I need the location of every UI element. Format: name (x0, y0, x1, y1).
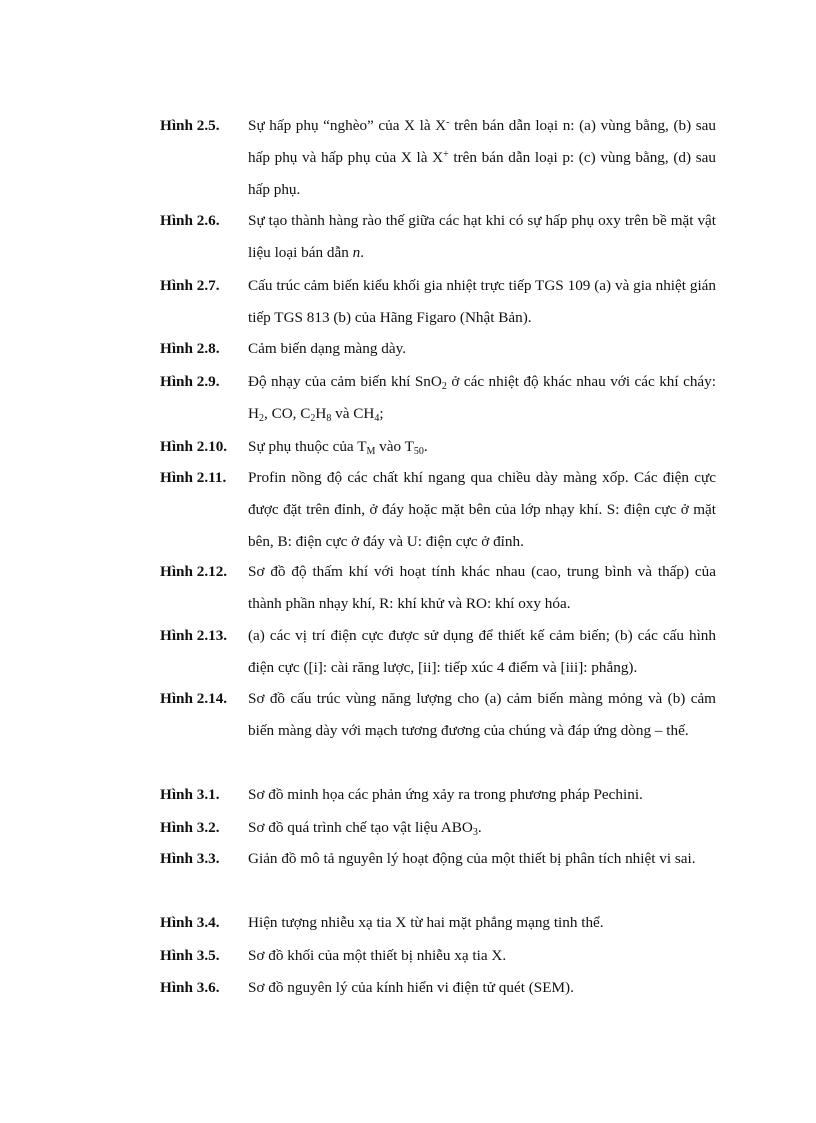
subscript: 2 (310, 413, 316, 424)
figure-entry-3-2 (160, 812, 716, 844)
figure-entry-2-11 (160, 462, 716, 558)
caption-text: vào T (375, 438, 414, 455)
subscript: M (366, 446, 376, 457)
figure-caption (248, 462, 716, 558)
caption-text: trên bán dẫn loại n: (a) vùng bằng, (b) sau hấp phụ và hấp phụ của X là X (248, 117, 717, 166)
caption-text: ở các nhiệt độ khác nhau với các khí cháy: H (248, 373, 716, 422)
figure-label: Hình 2.6. (160, 212, 220, 229)
superscript: - (446, 117, 450, 128)
figure-entry-2-9 (160, 366, 716, 430)
figure-label: Hình 2.11. (160, 469, 227, 486)
figure-label: Hình 2.14. (160, 690, 228, 707)
subscript: 2 (441, 381, 447, 392)
figure-entry-3-1 (160, 779, 716, 811)
figure-caption (248, 366, 716, 430)
caption-text: H (315, 405, 327, 422)
italic-text: n (352, 244, 361, 261)
subscript: 50 (413, 446, 424, 457)
figure-entry-2-10 (160, 431, 716, 463)
figure-label: Hình 3.6. (160, 979, 220, 996)
subscript: 8 (326, 413, 332, 424)
figure-entry-2-5 (160, 110, 716, 206)
caption-text: . (477, 819, 482, 836)
caption-text: và CH (331, 405, 375, 422)
caption-text: Cảm biến dạng màng dày. (248, 340, 407, 357)
figure-label: Hình 2.5. (160, 117, 220, 134)
figure-label: Hình 2.7. (160, 277, 220, 294)
figure-caption (248, 333, 716, 365)
subscript: 4 (374, 413, 380, 424)
subscript: 3 (472, 827, 478, 838)
caption-text: Sơ đồ khối của một thiết bị nhiễu xạ tia X. (248, 947, 507, 964)
figure-caption (248, 620, 716, 684)
figure-caption (248, 972, 716, 1004)
figure-label: Hình 3.3. (160, 850, 220, 867)
figure-label: Hình 3.1. (160, 786, 220, 803)
figure-caption (248, 270, 716, 334)
figure-entry-3-4 (160, 907, 716, 939)
figure-caption (248, 431, 716, 463)
figure-caption (248, 779, 716, 811)
caption-text: Sơ đồ cấu trúc vùng năng lượng cho (a) cảm biến màng mỏng và (b) cảm biến màng dày với mạch tương đương của chúng và đáp ứng dòng – thế. (248, 690, 716, 739)
figure-label: Hình 2.12. (160, 563, 228, 580)
figure-label: Hình 3.4. (160, 914, 220, 931)
figure-entry-3-5 (160, 940, 716, 972)
figure-entry-2-8 (160, 333, 716, 365)
figure-label: Hình 2.10. (160, 438, 228, 455)
figure-entry-2-6 (160, 205, 716, 269)
caption-text: Giản đồ mô tả nguyên lý hoạt động của một thiết bị phân tích nhiệt vi sai. (248, 850, 696, 867)
figure-caption (248, 843, 716, 875)
caption-text: Sơ đồ độ thấm khí với hoạt tính khác nhau (cao, trung bình và thấp) của thành phần nhạy khí, R: khí khử và RO: khí oxy hóa. (248, 563, 716, 612)
figure-label: Hình 2.13. (160, 627, 228, 644)
caption-text: Sự hấp phụ “nghèo” của X là X (248, 117, 447, 134)
figure-caption (248, 556, 716, 620)
figure-label: Hình 2.9. (160, 373, 220, 390)
caption-text: Profin nồng độ các chất khí ngang qua chiều dày màng xốp. Các điện cực được đặt trên đỉnh, ở đáy hoặc mặt bên của lớp nhạy khí. S: điện cực ở mặt bên, B: điện cực ở đáy và U: điện cực ở đỉnh. (248, 469, 716, 550)
caption-text: Độ nhạy của cảm biến khí SnO (248, 373, 442, 390)
caption-text: . (423, 438, 428, 455)
caption-text: (a) các vị trí điện cực được sử dụng để thiết kế cảm biến; (b) các cấu hình điện cực ([i]: cài răng lược, [ii]: tiếp xúc 4 điểm và [iii]: phẳng). (248, 627, 716, 676)
caption-text: , CO, C (263, 405, 311, 422)
figure-caption (248, 110, 716, 206)
figure-entry-2-14 (160, 683, 716, 747)
figure-label: Hình 3.5. (160, 947, 220, 964)
figure-caption (248, 940, 716, 972)
caption-text: Sự tạo thành hàng rào thế giữa các hạt khi có sự hấp phụ oxy trên bề mặt vật liệu loại bán dẫn (248, 212, 716, 261)
figure-caption (248, 683, 716, 747)
caption-text: Cấu trúc cảm biến kiểu khối gia nhiệt trực tiếp TGS 109 (a) và gia nhiệt gián tiếp TGS 813 (b) của Hãng Figaro (Nhật Bản). (248, 277, 716, 326)
caption-text: . (360, 244, 364, 261)
caption-text: Sơ đồ nguyên lý của kính hiển vi điện tử quét (SEM). (248, 979, 574, 996)
caption-text: Sự phụ thuộc của T (248, 438, 367, 455)
subscript: 2 (258, 413, 264, 424)
figure-label: Hình 3.2. (160, 819, 220, 836)
figure-entry-2-12 (160, 556, 716, 620)
caption-text: trên bán dẫn loại p: (c) vùng bằng, (d) sau hấp phụ. (248, 149, 716, 198)
figure-caption (248, 205, 716, 269)
figure-entry-3-3 (160, 843, 716, 875)
superscript: + (443, 149, 449, 160)
figure-caption (248, 907, 716, 939)
figure-entry-2-7 (160, 270, 716, 334)
figure-label: Hình 2.8. (160, 340, 220, 357)
figure-caption (248, 812, 716, 844)
caption-text: ; (379, 405, 384, 422)
figure-entry-2-13 (160, 620, 716, 684)
figure-entry-3-6 (160, 972, 716, 1004)
caption-text: Sơ đồ minh họa các phản ứng xảy ra trong phương pháp Pechini. (248, 786, 643, 803)
caption-text: Sơ đồ quá trình chế tạo vật liệu ABO (248, 819, 473, 836)
caption-text: Hiện tượng nhiễu xạ tia X từ hai mặt phẳng mạng tinh thể. (248, 914, 604, 931)
